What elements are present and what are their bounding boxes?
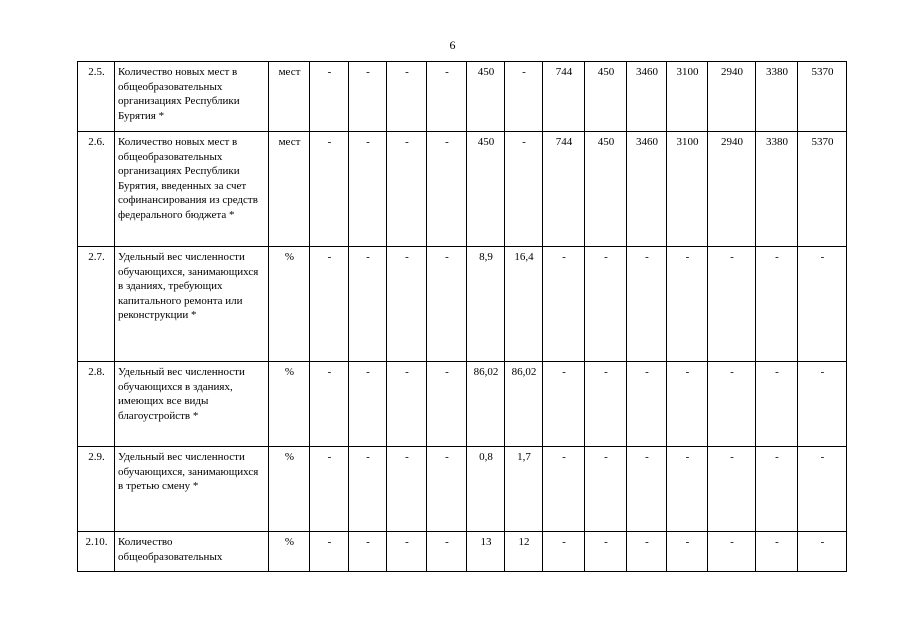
value-cell: - [798,532,847,572]
value-cell: 3380 [756,132,798,247]
table-row [78,447,847,532]
table-row [78,132,847,247]
value-cell: 3380 [756,62,798,132]
value-cell: 3100 [667,132,708,247]
row-number: 2.6. [78,132,115,247]
value-cell: 2940 [708,62,756,132]
value-cell: - [387,362,427,447]
value-cell: - [387,247,427,362]
value-cell: - [310,362,349,447]
page-number: 6 [449,38,456,52]
value-cell: - [798,447,847,532]
value-cell: 86,02 [505,362,543,447]
value-cell: - [349,247,387,362]
value-cell: 450 [585,132,627,247]
value-cell: - [543,362,585,447]
value-cell: - [427,532,467,572]
value-cell: - [585,362,627,447]
indicator-name: Количество новых мест в общеобразовательных организациях Республики Бурятия * [115,62,269,132]
row-number: 2.9. [78,447,115,532]
value-cell: - [756,362,798,447]
value-cell: - [310,447,349,532]
table-row [78,362,847,447]
table-body [78,62,847,572]
value-cell: 5370 [798,132,847,247]
unit-cell: % [269,247,310,362]
unit-cell: % [269,532,310,572]
value-cell: - [310,62,349,132]
row-number: 2.5. [78,62,115,132]
table-row [78,62,847,132]
value-cell: - [708,447,756,532]
table-row [78,532,847,572]
value-cell: - [427,447,467,532]
value-cell: 16,4 [505,247,543,362]
value-cell: - [427,132,467,247]
value-cell: 450 [467,62,505,132]
value-cell: 13 [467,532,505,572]
value-cell: 12 [505,532,543,572]
value-cell: - [310,247,349,362]
value-cell: 744 [543,62,585,132]
value-cell: - [627,447,667,532]
value-cell: - [708,532,756,572]
value-cell: 3460 [627,62,667,132]
value-cell: - [585,532,627,572]
value-cell: - [667,532,708,572]
value-cell: - [798,247,847,362]
value-cell: - [756,532,798,572]
value-cell: - [427,247,467,362]
value-cell: - [505,132,543,247]
indicator-name: Количество новых мест в общеобразовательных организациях Республики Бурятия, введенных за счет софинансирования из средств федерального бюджета * [115,132,269,247]
value-cell: - [310,532,349,572]
indicator-name: Удельный вес численности обучающихся, занимающихся в третью смену * [115,447,269,532]
value-cell: - [310,132,349,247]
value-cell: - [427,62,467,132]
value-cell: - [349,447,387,532]
value-cell: 8,9 [467,247,505,362]
unit-cell: % [269,362,310,447]
value-cell: - [349,132,387,247]
value-cell: - [387,62,427,132]
value-cell: 1,7 [505,447,543,532]
value-cell: - [543,532,585,572]
value-cell: 744 [543,132,585,247]
value-cell: - [667,447,708,532]
value-cell: - [667,362,708,447]
value-cell: 5370 [798,62,847,132]
row-number: 2.8. [78,362,115,447]
value-cell: 86,02 [467,362,505,447]
value-cell: - [387,447,427,532]
value-cell: 0,8 [467,447,505,532]
value-cell: - [667,247,708,362]
value-cell: - [427,362,467,447]
table-row [78,247,847,362]
value-cell: 2940 [708,132,756,247]
value-cell: - [543,247,585,362]
value-cell: 450 [585,62,627,132]
value-cell: - [756,447,798,532]
indicator-name: Количество общеобразовательных [115,532,269,572]
indicators-table [77,61,847,572]
value-cell: 3100 [667,62,708,132]
indicator-name: Удельный вес численности обучающихся, занимающихся в зданиях, требующих капитального ремонта или реконструкции * [115,247,269,362]
row-number: 2.10. [78,532,115,572]
value-cell: - [585,247,627,362]
value-cell: - [505,62,543,132]
unit-cell: % [269,447,310,532]
value-cell: 3460 [627,132,667,247]
value-cell: 450 [467,132,505,247]
unit-cell: мест [269,132,310,247]
value-cell: - [627,362,667,447]
value-cell: - [349,62,387,132]
value-cell: - [627,247,667,362]
value-cell: - [543,447,585,532]
value-cell: - [349,362,387,447]
value-cell: - [387,132,427,247]
indicator-name: Удельный вес численности обучающихся в зданиях, имеющих все виды благоустройств * [115,362,269,447]
value-cell: - [349,532,387,572]
value-cell: - [798,362,847,447]
value-cell: - [585,447,627,532]
value-cell: - [708,362,756,447]
row-number: 2.7. [78,247,115,362]
value-cell: - [387,532,427,572]
value-cell: - [627,532,667,572]
unit-cell: мест [269,62,310,132]
value-cell: - [756,247,798,362]
value-cell: - [708,247,756,362]
